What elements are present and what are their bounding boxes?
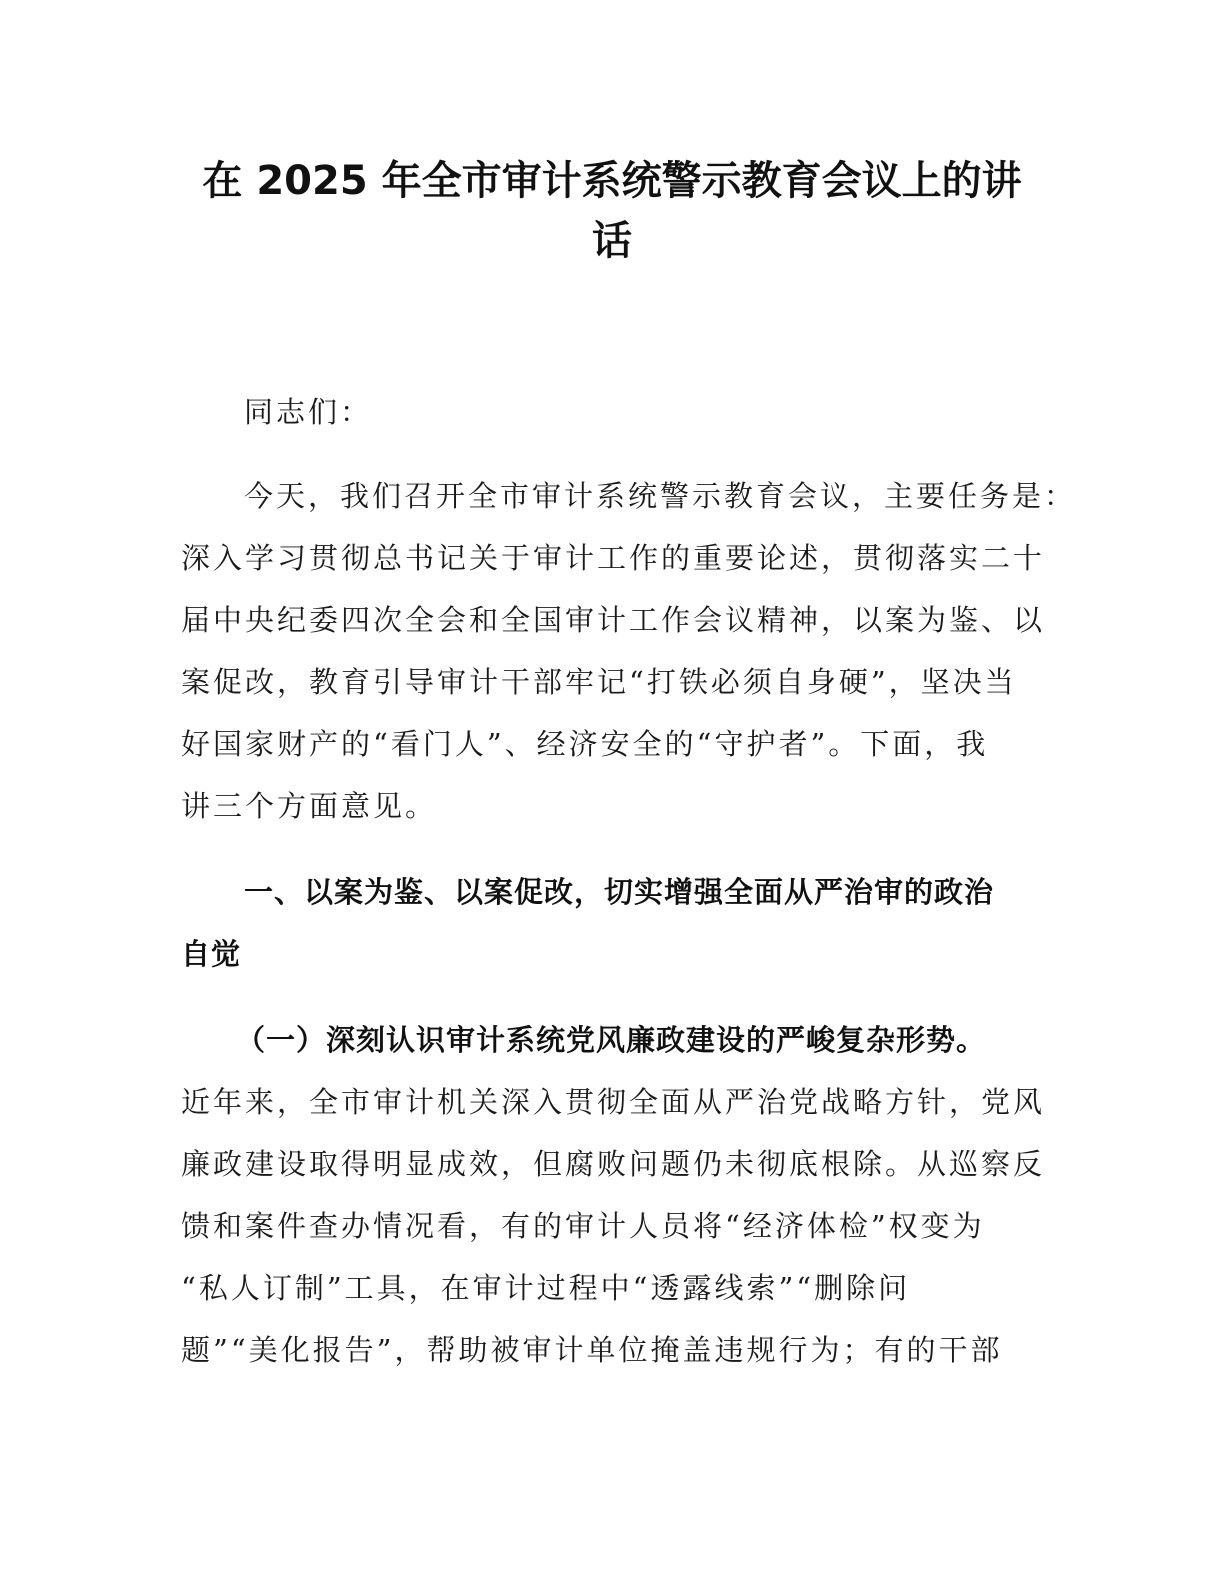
section-1-heading-line-1: 一、以案为鉴、以案促改，切实增强全面从严治审的政治 (244, 875, 995, 909)
intro-line-3: 届中央纪委四次全会和全国审计工作会议精神，以案为鉴、以 (181, 603, 1046, 637)
document-title-line-1: 在 2025 年全市审计系统警示教育会议上的讲 (202, 158, 1022, 204)
intro-line-1: 今天，我们召开全市审计系统警示教育会议，主要任务是： (244, 479, 1077, 513)
intro-line-4: 案促改，教育引导审计干部牢记“打铁必须自身硬”，坚决当 (181, 665, 1017, 699)
intro-line-5: 好国家财产的“看门人”、经济安全的“守护者”。下面，我 (181, 727, 989, 761)
subsection-1-heading: （一）深刻认识审计系统党风廉政建设的严峻复杂形势。 (236, 1023, 987, 1057)
salutation: 同志们： (244, 395, 373, 429)
subsection-1-line-5: 题”“美化报告”，帮助被审计单位掩盖违规行为；有的干部 (181, 1333, 1003, 1367)
document-title-line-2: 话 (592, 218, 632, 264)
subsection-1-line-3: 馈和案件查办情况看，有的审计人员将“经济体检”权变为 (181, 1209, 985, 1243)
section-1-heading-line-2: 自觉 (181, 937, 242, 971)
subsection-1-line-4: “私人订制”工具，在审计过程中“透露线索”“删除问 (181, 1271, 911, 1305)
intro-line-6: 讲三个方面意见。 (181, 789, 438, 823)
subsection-1-line-2: 廉政建设取得明显成效，但腐败问题仍未彻底根除。从巡察反 (181, 1147, 1046, 1181)
intro-line-2: 深入学习贯彻总书记关于审计工作的重要论述，贯彻落实二十 (181, 541, 1046, 575)
subsection-1-line-1: 近年来，全市审计机关深入贯彻全面从严治党战略方针，党风 (181, 1085, 1046, 1119)
